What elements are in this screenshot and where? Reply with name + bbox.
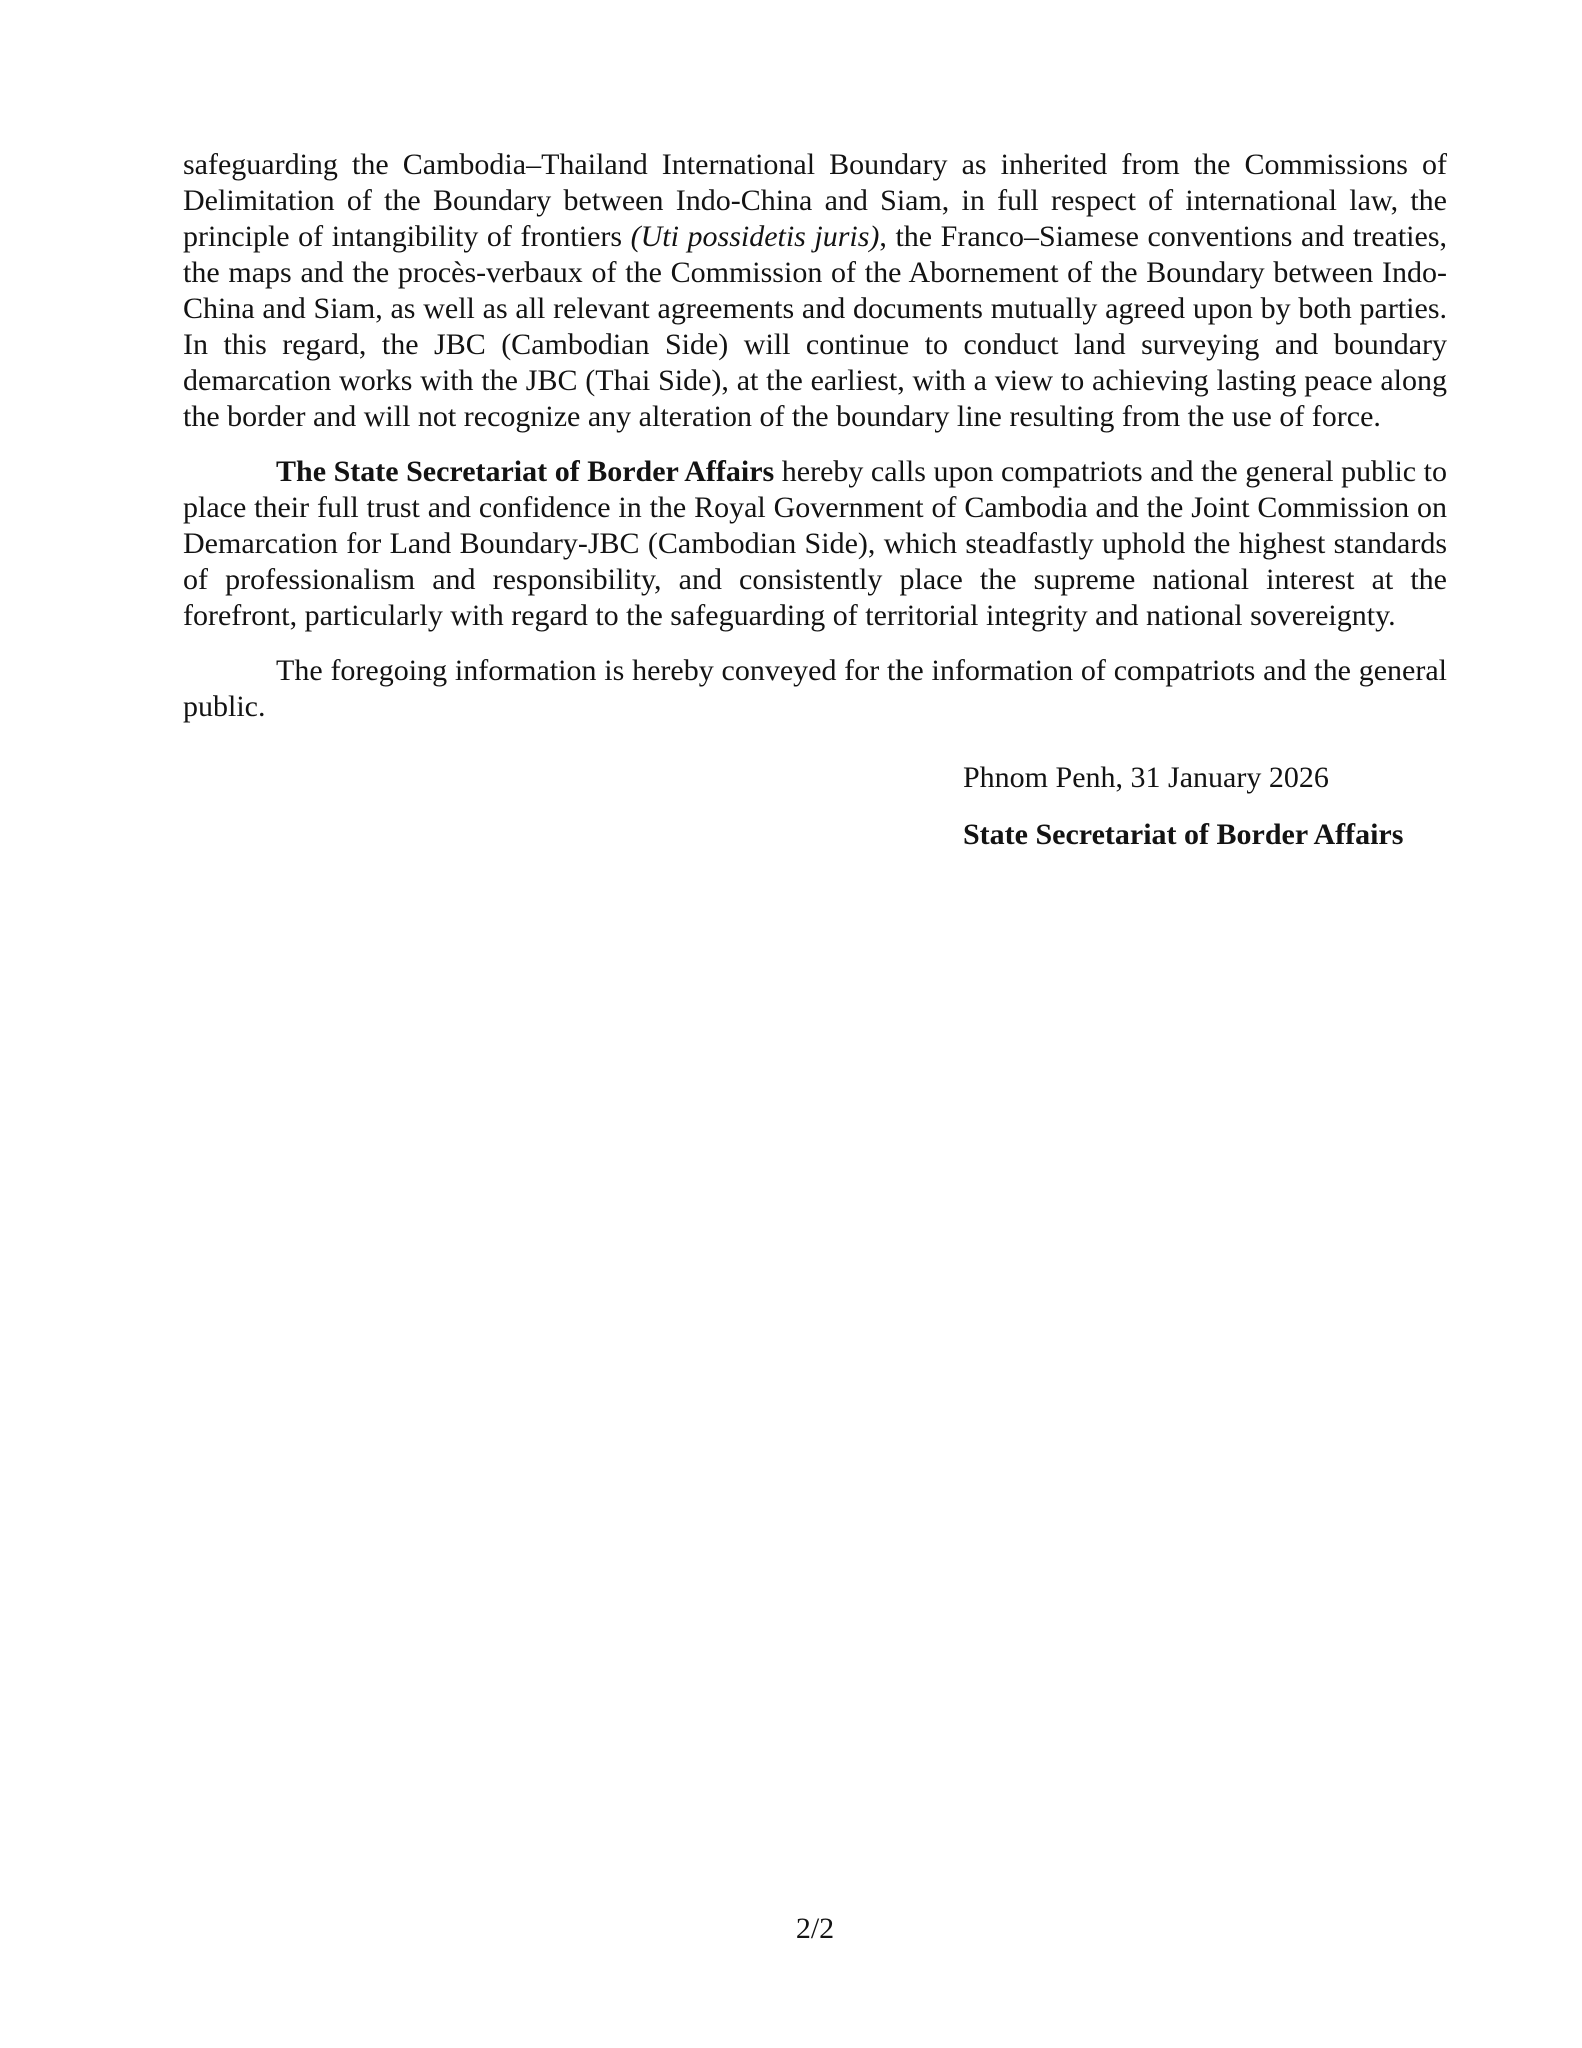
text-segment: The State Secretariat of Border Affairs <box>276 455 775 488</box>
page-number: 2/2 <box>795 1912 835 1945</box>
paragraph <box>183 454 1447 634</box>
paragraphs-container <box>183 147 1447 725</box>
text-segment: , the Franco–Siamese conventions and treaties, the maps and the procès-verbaux of the Commission of the Abornement of the Boundary between Indo-China and Siam, as well as all relevant agreements and documents mutually agreed upon by both parties. In this regard, the JBC (Cambodian Side) will continue to conduct land surveying and boundary demarcation works with the JBC (Thai Side), at the earliest, with a view to achieving lasting peace along the border and will not recognize any alteration of the boundary line resulting from the use of force. <box>183 220 1447 433</box>
text-segment: safeguarding the Cambodia–Thailand International Boundary as inherited from the Commissions of Delimitation of the Boundary between Indo-China and Siam, in full respect of international law, the principle of intangibility of frontiers <box>183 148 1447 253</box>
paragraph <box>183 653 1447 725</box>
text-segment: hereby calls upon compatriots and the general public to place their full trust and confidence in the Royal Government of Cambodia and the Joint Commission on Demarcation for Land Boundary-JBC (Cambodian Side), which steadfastly uphold the highest standards of professionalism and responsibility, and consistently place the supreme national interest at the forefront, particularly with regard to the safeguarding of territorial integrity and national sovereignty. <box>183 455 1447 632</box>
paragraph <box>183 147 1447 435</box>
document-body <box>183 0 1447 853</box>
text-segment: (Uti possidetis juris) <box>630 220 880 253</box>
text-segment: The foregoing information is hereby conveyed for the information of compatriots and the general public. <box>183 654 1447 723</box>
signature-line: State Secretariat of Border Affairs <box>963 818 1404 851</box>
dateline: Phnom Penh, 31 January 2026 <box>963 761 1329 794</box>
